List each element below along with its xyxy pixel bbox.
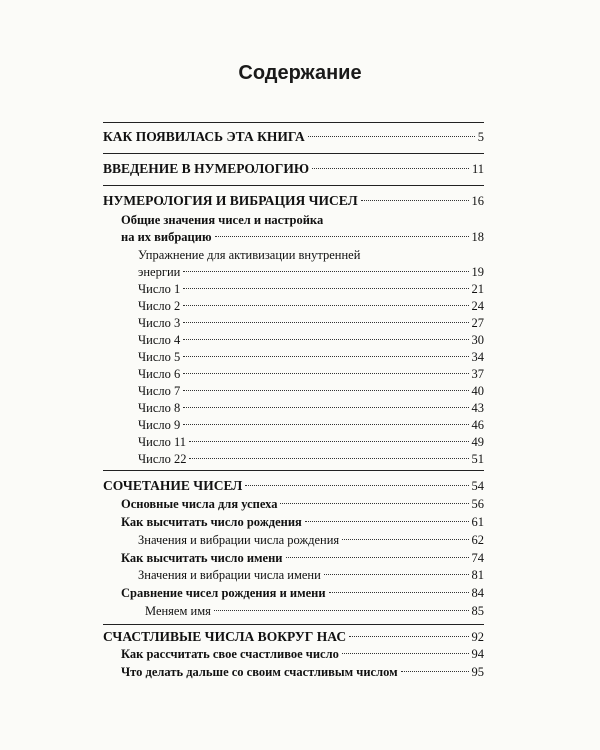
toc-entry-page: 56 [471,497,484,511]
toc-entry-subsection[interactable] [138,416,484,434]
toc-entry-page: 49 [471,435,484,449]
toc-entry-page: 16 [471,194,484,208]
toc-entry-subsection[interactable] [138,365,484,383]
toc-entry-subsection[interactable] [138,433,484,451]
toc-entry-subsection[interactable] [138,280,484,298]
toc-entry-subsection[interactable] [138,531,484,549]
toc-entry-subsection[interactable] [138,297,484,315]
toc-entry-page: 30 [471,333,484,347]
toc-entry-label: Сравнение чисел рождения и имени [121,586,326,600]
section-divider [103,122,484,123]
toc-entry-page: 18 [471,230,484,244]
dot-leader [189,441,468,442]
dot-leader [215,236,469,237]
toc-entry-section[interactable] [121,663,484,681]
toc-entry-page: 85 [471,604,484,618]
toc-entry-label: СЧАСТЛИВЫЕ ЧИСЛА ВОКРУГ НАС [103,629,347,644]
toc-entry-page: 37 [471,367,484,381]
dot-leader [361,200,469,201]
toc-entry-label: Число 8 [138,401,181,415]
toc-entry-page: 74 [471,551,484,565]
section-divider [103,185,484,186]
dot-leader [189,458,468,459]
toc-entry-label: Число 3 [138,316,181,330]
toc-entry-page: 5 [477,130,484,144]
dot-leader [183,424,468,425]
dot-leader [349,636,468,637]
toc-entry-page: 84 [471,586,484,600]
toc-entry-label: Как высчитать число рождения [121,515,302,529]
dot-leader [280,503,468,504]
toc-entry-label: Число 5 [138,350,181,364]
toc-entry-page: 40 [471,384,484,398]
toc-entry-page: 19 [471,265,484,279]
dot-leader [401,671,469,672]
toc-entry-label: ВВЕДЕНИЕ В НУМЕРОЛОГИЮ [103,161,310,176]
dot-leader [183,373,468,374]
toc-entry-chapter[interactable] [103,477,484,495]
toc-entry-subsection[interactable] [138,314,484,332]
dot-leader [183,288,468,289]
toc-entry-page: 54 [471,479,484,493]
toc-entry-label: КАК ПОЯВИЛАСЬ ЭТА КНИГА [103,129,305,144]
toc-entry-label: НУМЕРОЛОГИЯ И ВИБРАЦИЯ ЧИСЕЛ [103,193,358,208]
toc-entry-subsection[interactable] [138,566,484,584]
toc-entry-chapter[interactable] [103,160,484,178]
dot-leader [342,653,469,654]
toc-entry-chapter[interactable] [103,192,484,210]
toc-entry-subsection[interactable] [145,602,484,620]
toc-entry-label: Меняем имя [145,604,211,618]
toc-entry-label-line1: Упражнение для активизации внутренней [138,248,361,262]
dot-leader [312,168,469,169]
toc-entry-subsection[interactable] [138,348,484,366]
toc-entry-section[interactable] [121,549,484,567]
toc-entry-label: Число 9 [138,418,181,432]
toc-entry-label: Значения и вибрации числа имени [138,568,321,582]
toc-entry-subsection[interactable] [138,263,484,281]
toc-entry-page: 92 [471,630,484,644]
section-divider [103,624,484,625]
dot-leader [183,271,468,272]
toc-entry-label: Как рассчитать свое счастливое число [121,647,339,661]
toc-entry-label: Число 22 [138,452,187,466]
toc-entry-label: СОЧЕТАНИЕ ЧИСЕЛ [103,478,243,493]
dot-leader [329,592,469,593]
dot-leader [305,521,469,522]
toc-entry-page: 43 [471,401,484,415]
dot-leader [286,557,469,558]
toc-entry-page: 46 [471,418,484,432]
toc-entry-label: Число 7 [138,384,181,398]
toc-entry-page: 62 [471,533,484,547]
dot-leader [183,390,468,391]
dot-leader [324,574,469,575]
toc-entry-label: Число 1 [138,282,181,296]
toc-entry-chapter[interactable] [103,628,484,646]
toc-entry-subsection[interactable] [138,399,484,417]
toc-entry-page: 51 [471,452,484,466]
toc-entry-page: 27 [471,316,484,330]
toc-entry-label: Как высчитать число имени [121,551,283,565]
section-divider [103,153,484,154]
toc-entry-chapter[interactable] [103,128,484,146]
toc-entry-label: Число 4 [138,333,181,347]
toc-entry-label: Число 11 [138,435,187,449]
toc-entry-page: 61 [471,515,484,529]
toc-entry-subsection[interactable] [138,450,484,468]
dot-leader [183,407,468,408]
toc-entry-subsection[interactable] [138,331,484,349]
toc-entry-page: 81 [471,568,484,582]
toc-entry-page: 95 [471,665,484,679]
dot-leader [183,356,468,357]
toc-entry-page: 21 [471,282,484,296]
page-title: Содержание [238,62,362,84]
dot-leader [245,485,468,486]
toc-entry-page: 11 [471,162,484,176]
dot-leader [183,305,468,306]
toc-entry-label: Число 6 [138,367,181,381]
toc-entry-page: 94 [471,647,484,661]
toc-entry-section[interactable] [121,645,484,663]
toc-entry-subsection[interactable] [138,382,484,400]
dot-leader [214,610,469,611]
toc-entry-section[interactable] [121,228,484,246]
toc-entry-section[interactable] [121,584,484,602]
dot-leader [183,322,468,323]
toc-entry-label: Что делать дальше со своим счастливым числом [121,665,398,679]
toc-entry-label-line1: Общие значения чисел и настройка [121,213,324,227]
toc-entry-page: 24 [471,299,484,313]
section-divider [103,470,484,471]
dot-leader [308,136,475,137]
toc-entry-section[interactable] [121,513,484,531]
toc-entry-page: 34 [471,350,484,364]
toc-entry-label: Число 2 [138,299,181,313]
toc-entry-label: Основные числа для успеха [121,497,278,511]
toc-entry-label: Значения и вибрации числа рождения [138,533,340,547]
toc-entry-label: на их вибрацию [121,230,212,244]
dot-leader [342,539,468,540]
dot-leader [183,339,468,340]
toc-entry-section[interactable] [121,495,484,513]
toc-entry-label: энергии [138,265,181,279]
